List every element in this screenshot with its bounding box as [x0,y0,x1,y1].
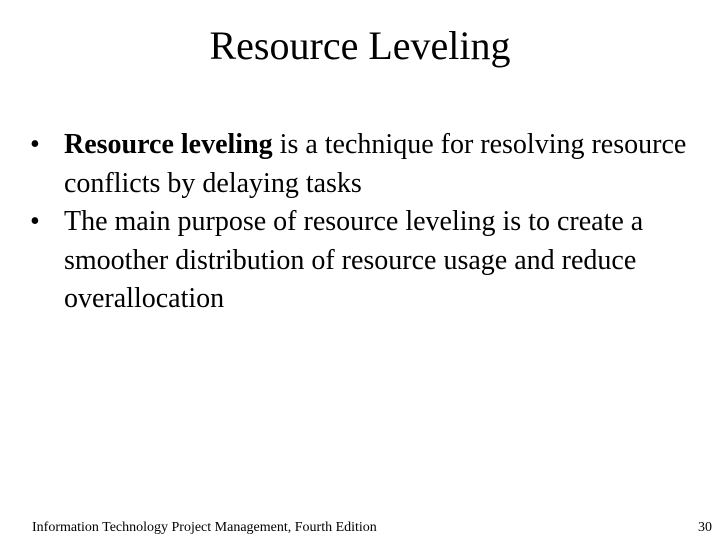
bullet-bold-term: Resource leveling [64,129,273,160]
bullet-text: The main purpose of resource leveling is to create a smoother distribution of resource usage and reduce overallocation [64,206,644,314]
footer-page-number: 30 [698,520,712,535]
bullet-marker: • [30,129,40,160]
bullet-item [30,126,700,203]
bullet-text: is a technique for resolving resource conflicts by delaying tasks [64,129,687,199]
footer-book-title: Information Technology Project Management, Fourth Edition [32,520,377,535]
bullet-list [30,126,700,319]
slide-title: Resource Leveling [209,23,511,68]
bullet-item [30,203,700,319]
bullet-marker: • [30,206,40,237]
